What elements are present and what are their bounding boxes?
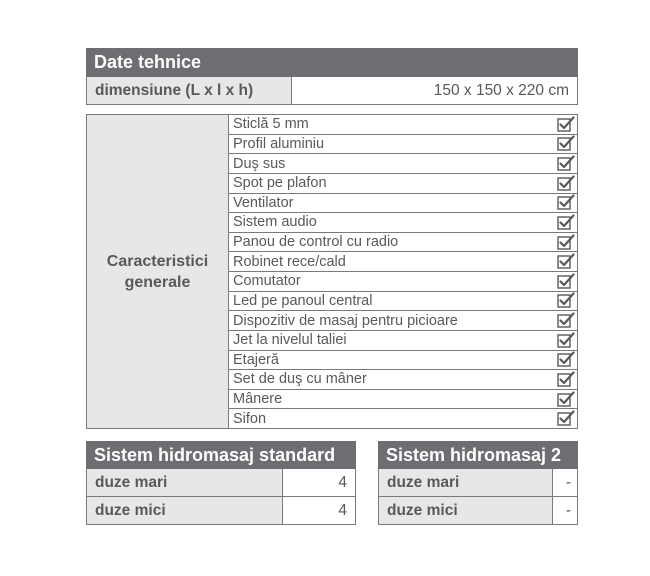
checkbox-checked-icon	[557, 351, 575, 368]
list-item	[229, 115, 577, 135]
hydro-standard-table	[86, 441, 356, 525]
feature-label: Robinet rece/cald	[233, 253, 346, 270]
hydro-2-table	[378, 441, 578, 525]
small-jets-value: -	[565, 502, 571, 519]
feature-label: Sistem audio	[233, 214, 317, 231]
checkbox-checked-icon	[557, 116, 575, 133]
feature-label: Comutator	[233, 273, 301, 290]
features-list	[229, 115, 577, 428]
checkbox-checked-icon	[557, 175, 575, 192]
checkbox-checked-icon	[557, 292, 575, 309]
list-item	[229, 370, 577, 390]
large-jets-label: duze mari	[87, 469, 283, 496]
table-row	[378, 497, 578, 525]
checkbox-checked-icon	[557, 410, 575, 427]
list-item	[229, 174, 577, 194]
checkbox-checked-icon	[557, 135, 575, 152]
hydro-standard-header: Sistem hidromasaj standard	[86, 441, 356, 469]
checkbox-checked-icon	[557, 253, 575, 270]
list-item	[229, 135, 577, 155]
checkbox-checked-icon	[557, 371, 575, 388]
feature-label: Dispozitiv de masaj pentru picioare	[233, 312, 458, 329]
dimension-label: dimensiune (L x l x h)	[87, 77, 292, 104]
tech-data-header: Date tehnice	[86, 48, 578, 77]
small-jets-label: duze mici	[379, 497, 553, 524]
feature-label: Etajeră	[233, 351, 279, 368]
features-group-label: Caracteristici generale	[87, 115, 229, 428]
list-item	[229, 252, 577, 272]
large-jets-label: duze mari	[379, 469, 553, 496]
list-item	[229, 331, 577, 351]
list-item	[229, 390, 577, 410]
table-row	[86, 497, 356, 525]
list-item	[229, 351, 577, 371]
checkbox-checked-icon	[557, 194, 575, 211]
dimension-row	[86, 77, 578, 105]
list-item	[229, 272, 577, 292]
feature-label: Set de duş cu mâner	[233, 371, 367, 388]
table-row	[378, 469, 578, 497]
feature-label: Sifon	[233, 410, 267, 427]
checkbox-checked-icon	[557, 332, 575, 349]
small-jets-value: 4	[338, 502, 347, 519]
checkbox-checked-icon	[557, 155, 575, 172]
feature-label: Sticlă 5 mm	[233, 116, 309, 133]
checkbox-checked-icon	[557, 391, 575, 408]
feature-label: Panou de control cu radio	[233, 234, 399, 251]
list-item	[229, 154, 577, 174]
feature-label: Spot pe plafon	[233, 175, 327, 192]
feature-label: Profil aluminiu	[233, 135, 325, 152]
list-item	[229, 292, 577, 312]
list-item	[229, 194, 577, 214]
large-jets-value: -	[565, 474, 571, 491]
large-jets-value: 4	[338, 474, 347, 491]
small-jets-label: duze mici	[87, 497, 283, 524]
checkbox-checked-icon	[557, 312, 575, 329]
hydro-2-header: Sistem hidromasaj 2	[378, 441, 578, 469]
feature-label: Ventilator	[233, 194, 294, 211]
checkbox-checked-icon	[557, 273, 575, 290]
checkbox-checked-icon	[557, 234, 575, 251]
checkbox-checked-icon	[557, 214, 575, 231]
features-table	[86, 114, 578, 429]
dimension-value: 150 x 150 x 220 cm	[433, 82, 569, 99]
feature-label: Duş sus	[233, 155, 286, 172]
list-item	[229, 311, 577, 331]
list-item	[229, 409, 577, 428]
feature-label: Jet la nivelul taliei	[233, 332, 347, 349]
table-row	[86, 469, 356, 497]
feature-label: Mânere	[233, 391, 283, 408]
feature-label: Led pe panoul central	[233, 292, 373, 309]
list-item	[229, 213, 577, 233]
list-item	[229, 233, 577, 253]
